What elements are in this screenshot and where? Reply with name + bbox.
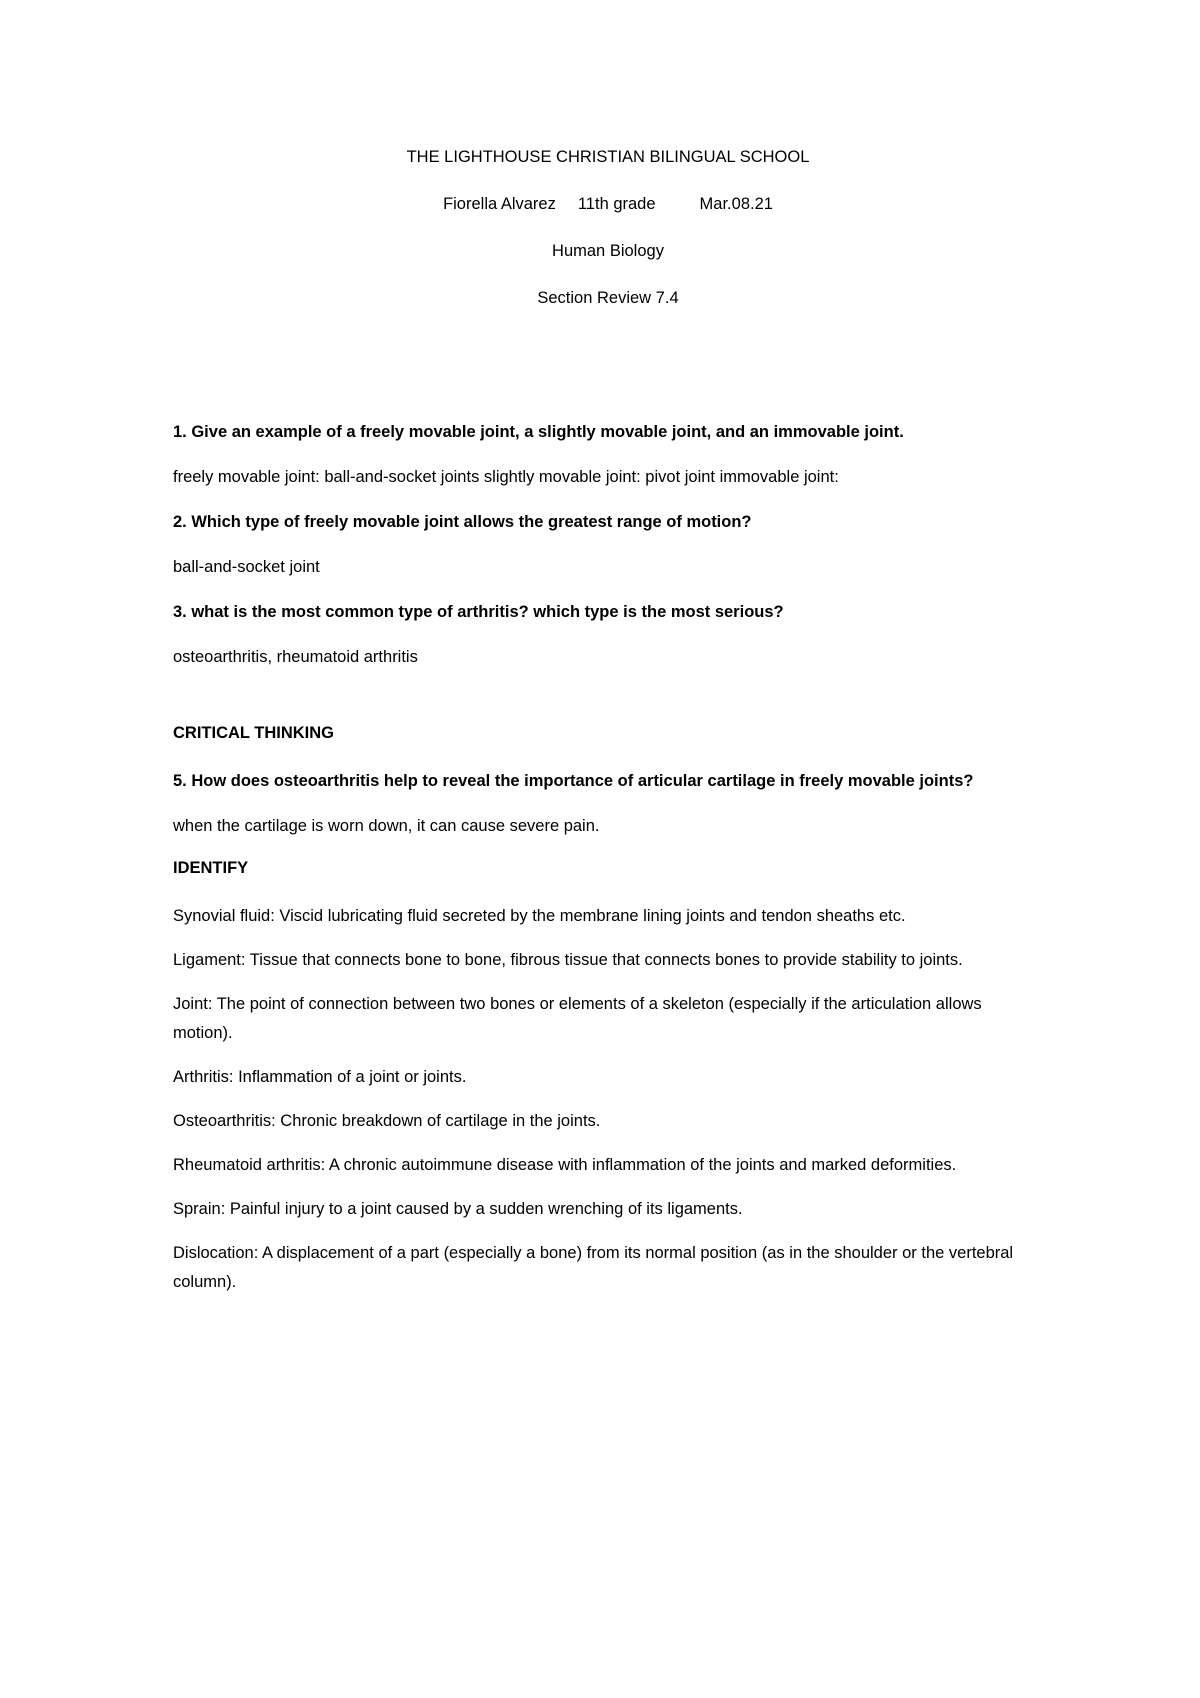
- definition-joint: Joint: The point of connection between two bones or elements of a skeleton (especially if the articulation allows motion).: [173, 995, 982, 1042]
- document-date: Mar.08.21: [699, 195, 773, 213]
- document-header: [173, 146, 1043, 310]
- definition-ligament: Ligament: Tissue that connects bone to bone, fibrous tissue that connects bones to provide stability to joints.: [173, 951, 963, 969]
- school-name: THE LIGHTHOUSE CHRISTIAN BILINGUAL SCHOOL: [406, 148, 810, 166]
- definition-dislocation: Dislocation: A displacement of a part (especially a bone) from its normal position (as in the shoulder or the vertebral column).: [173, 1244, 1014, 1291]
- critical-thinking-heading: CRITICAL THINKING: [173, 724, 335, 742]
- answer-1: freely movable joint: ball-and-socket joints slightly movable joint: pivot joint immovable joint:: [173, 468, 839, 486]
- student-info-line: [173, 193, 1043, 216]
- definition-sprain: Sprain: Painful injury to a joint caused by a sudden wrenching of its ligaments.: [173, 1200, 743, 1218]
- answer-2: ball-and-socket joint: [173, 558, 320, 576]
- definition-rheumatoid-arthritis: Rheumatoid arthritis: A chronic autoimmune disease with inflammation of the joints and marked deformities.: [173, 1156, 957, 1174]
- student-name: Fiorella Alvarez: [443, 195, 556, 213]
- answer-3: osteoarthritis, rheumatoid arthritis: [173, 648, 418, 666]
- student-grade: 11th grade: [577, 195, 656, 213]
- question-3: 3. what is the most common type of arthritis? which type is the most serious?: [173, 603, 784, 621]
- identify-heading: IDENTIFY: [173, 859, 249, 877]
- header-spacer: [173, 334, 1043, 418]
- document-content: [173, 146, 1043, 1312]
- answer-5: when the cartilage is worn down, it can cause severe pain.: [173, 817, 600, 835]
- definition-osteoarthritis: Osteoarthritis: Chronic breakdown of cartilage in the joints.: [173, 1112, 601, 1130]
- definition-arthritis: Arthritis: Inflammation of a joint or joints.: [173, 1068, 467, 1086]
- question-2: 2. Which type of freely movable joint allows the greatest range of motion?: [173, 513, 752, 531]
- section-spacer: [173, 688, 1043, 722]
- definition-synovial-fluid: Synovial fluid: Viscid lubricating fluid secreted by the membrane lining joints and tendon sheaths etc.: [173, 907, 906, 925]
- section-title: Section Review 7.4: [537, 289, 679, 307]
- question-1: 1. Give an example of a freely movable joint, a slightly movable joint, and an immovable joint.: [173, 423, 904, 441]
- question-5: 5. How does osteoarthritis help to reveal the importance of articular cartilage in freely movable joints?: [173, 772, 974, 790]
- subject-title: Human Biology: [552, 242, 664, 260]
